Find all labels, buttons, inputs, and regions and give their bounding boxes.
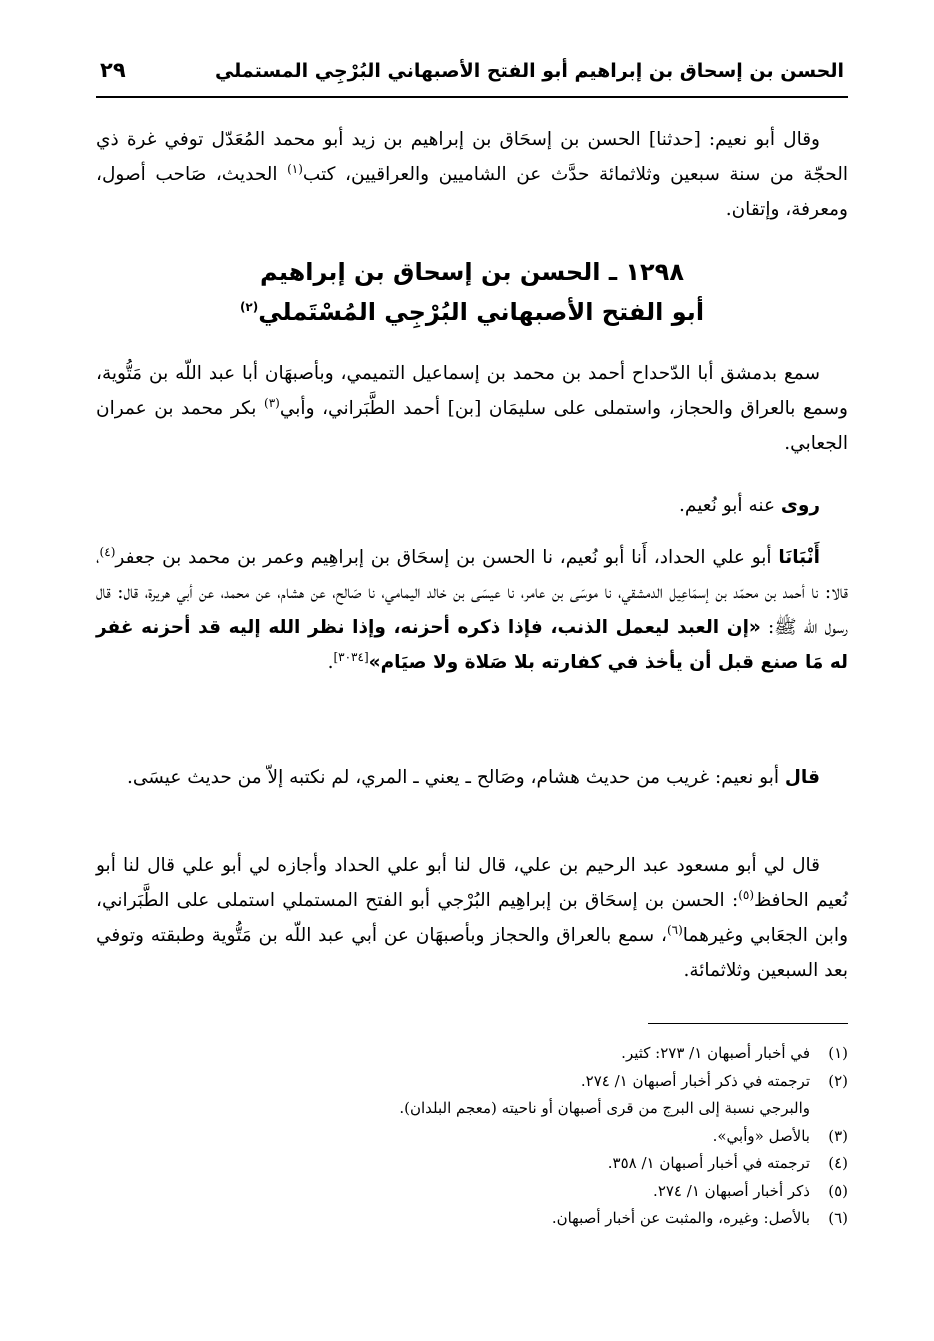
bio-text: سمع بدمشق أبا الدّحداح أحمد بن محمد بن إسماعيل التميمي، وبأصبهَان أبا عبد اللّه بن مَتُّوية، وسمع بالعراق والحجاز، واستملى على سليمَان [بن] أحمد الطَّبَراني، وأبي <box>96 363 848 419</box>
last-paragraph <box>96 848 848 988</box>
footnote-text: ترجمته في ذكر أخبار أصبهان ١/ ٢٧٤. <box>580 1071 810 1090</box>
footnote-text: في أخبار أصبهان ١/ ٢٧٣: كثير. <box>621 1044 810 1062</box>
footnote-ref: (٦) <box>666 922 683 937</box>
footnote-text: ذكر أخبار أصبهان ١/ ٢٧٤. <box>653 1181 810 1200</box>
entry-heading <box>96 252 848 332</box>
footnote <box>96 1123 848 1151</box>
hadith-text-2: ، قالا: نا أحمد بن محمّد بن إسمَاعِيل الدمشقي، نا موسَى بن عامر، نا عيسَى بن خالد اليمامي، نا صَالح، عن هشام، عن محمد، عن أبي هريرة، قال: قال رسول الله ﷺ: <box>96 547 849 638</box>
narrated-label: روى <box>780 495 820 516</box>
last-text-1: قال لي أبو مسعود عبد الرحيم بن علي، قال لنا أبو علي الحداد وأجازه لي أبو علي قال لنا أبو نُعيم الحافظ <box>96 855 849 911</box>
hadith-label: أَنْبَانَا <box>778 547 820 568</box>
footnote-ref: (٤) <box>99 544 116 559</box>
footnote-ref: (١) <box>287 161 303 176</box>
running-title: الحسن بن إسحاق بن إبراهيم أبو الفتح الأصبهاني البُرْجِي المستملي <box>214 60 844 82</box>
bio-paragraph <box>96 356 848 461</box>
footnote-text: ترجمته في أخبار أصبهان ١/ ٣٥٨. <box>607 1154 810 1172</box>
footnote-number: (٥) <box>828 1181 848 1200</box>
footnote-number: (٣) <box>828 1126 848 1145</box>
hadith-text-1: أبو علي الحداد، أَنا أبو نُعيم، نا الحسن بن إسحَاق بن إبراهِيم وعمر بن محمد بن جعفر <box>115 547 779 568</box>
last-text-2: : الحسن بن إسحَاق بن إبراهِيم البُرْجي أبو الفتح المستملي استملى على الطَّبَراني، وابن الجعَابي وغيرهما <box>96 890 849 946</box>
footnote-continuation: والبرجي نسبة إلى البرج من قرى أصبهان أو ناحيته (معجم البلدان). <box>399 1099 810 1117</box>
footnote-number: (٦) <box>828 1209 848 1227</box>
hadith-end: . <box>327 652 334 673</box>
footnote <box>96 1205 848 1233</box>
footnote <box>96 1178 848 1206</box>
intro-tail: الحديث، صَاحب أصول، ومعرفة، وإتقان. <box>96 164 848 220</box>
entry-heading-line1: ١٢٩٨ ـ الحسن بن إسحاق بن إبراهيم <box>260 258 684 286</box>
hadith-paragraph <box>96 540 848 680</box>
page-header <box>96 56 848 98</box>
footnote-ref: (٣) <box>264 395 280 410</box>
footnote-number: (٤) <box>828 1154 848 1172</box>
footnote <box>96 1040 848 1068</box>
footnote <box>96 1068 848 1096</box>
intro-text: وقال أبو نعيم: [حدثنا] الحسن بن إسحَاق بن إبراهيم بن زيد أبو محمد المُعَدّل توفي غرة ذي الحجّة من سنة سبعين وثلاثمائة حدَّث عن الشاميين والعراقيين، كتب <box>96 129 849 185</box>
comment-label: قال <box>784 767 820 788</box>
footnote-ref: (٥) <box>738 887 755 902</box>
footnote <box>96 1150 848 1178</box>
intro-paragraph <box>96 122 848 227</box>
page-number: ٢٩ <box>100 58 126 82</box>
footnote-text: بالأصل: وغيره، والمثبت عن أخبار أصبهان. <box>551 1209 810 1227</box>
comment-text: أبو نعيم: غريب من حديث هشام، وصَالح ـ يعني ـ المري، لم نكتبه إلاّ من حديث عيسَى. <box>127 767 785 788</box>
footnote-divider <box>648 1023 848 1024</box>
entry-heading-line2: أبو الفتح الأصبهاني البُرْجِي المُسْتَملي <box>258 298 705 326</box>
footnotes <box>96 1040 848 1233</box>
last-text-3: ، سمع بالعراق والحجاز وبأصبهَان عن أبي عبد اللّه بن مَتُّوية وطبقته وتوفي بعد السبعين وثلاثمائة. <box>96 925 848 981</box>
hadith-quote: «إن العبد ليعمل الذنب، فإذا ذكره أحزنه، وإذا نظر الله إليه قد أحزنه غفر له مَا صنع قبل أن يأخذ في كفارته بلا صَلاة ولا صيَام» <box>96 617 848 673</box>
narrated-paragraph <box>96 488 848 523</box>
footnote-text: بالأصل «وأبي». <box>712 1126 810 1145</box>
narrated-text: عنه أبو نُعيم. <box>679 495 781 516</box>
bio-tail: بكر محمد بن عمران الجعابي. <box>96 398 848 454</box>
footnote-number: (٢) <box>828 1071 848 1090</box>
footnote-number: (١) <box>828 1044 848 1062</box>
comment-paragraph <box>96 760 848 795</box>
hadith-number: [٣٠٣٤] <box>333 649 369 664</box>
footnote-ref: (٢) <box>239 300 259 314</box>
